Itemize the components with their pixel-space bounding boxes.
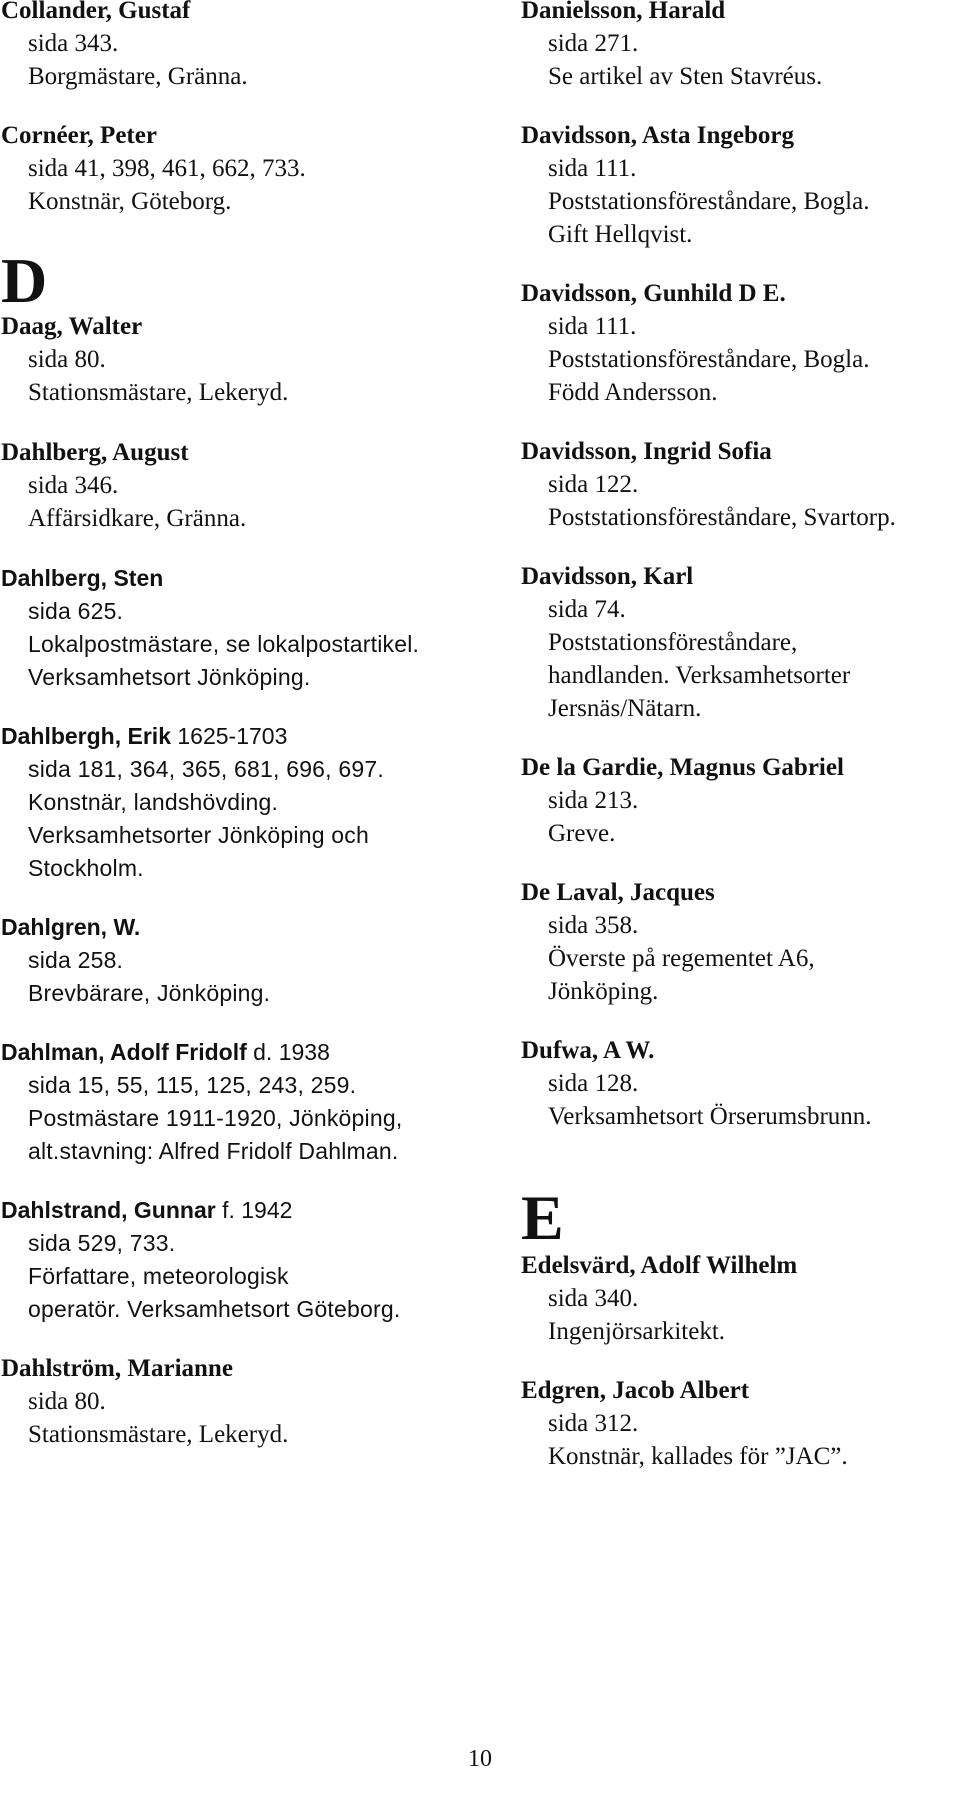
index-entry	[521, 876, 951, 1008]
entry-description: Verksamhetsorter Jönköping och	[28, 822, 369, 848]
entry-page-refs: sida 312.	[548, 1410, 639, 1437]
entry-page-refs: sida 625.	[28, 598, 124, 624]
entry-name-text: Dahlström, Marianne	[1, 1355, 233, 1382]
index-entry	[1, 0, 516, 93]
entry-name	[1, 1194, 516, 1227]
entry-name	[1, 310, 516, 343]
index-entry	[1, 911, 516, 1010]
entry-name	[1, 0, 516, 27]
index-entry	[521, 1374, 951, 1473]
entry-description: Lokalpostmästare, se lokalpostartikel.	[28, 631, 420, 657]
entry-description: Verksamhetsort Örserumsbrunn.	[548, 1103, 872, 1130]
entry-description: handlanden. Verksamhetsorter	[548, 662, 851, 689]
entry-name-text: Dahlberg, August	[1, 439, 189, 466]
entry-description: Greve.	[548, 820, 616, 847]
entry-description: Borgmästare, Gränna.	[28, 63, 248, 90]
entry-name-text: Dahlbergh, Erik	[1, 723, 171, 749]
index-entry	[521, 277, 951, 409]
index-entry	[521, 0, 951, 93]
entry-name-text: Collander, Gustaf	[1, 0, 191, 24]
index-entry	[1, 562, 516, 694]
entry-name-text: De la Gardie, Magnus Gabriel	[521, 754, 844, 781]
entry-name	[521, 751, 951, 784]
index-entry	[521, 751, 951, 850]
entry-name	[521, 1374, 951, 1407]
entry-page-refs: sida 15, 55, 115, 125, 243, 259.	[28, 1072, 357, 1098]
index-entry	[1, 720, 516, 885]
entry-description: Konstnär, landshövding.	[28, 789, 279, 815]
entry-name	[521, 1034, 951, 1067]
entry-description: Stationsmästare, Lekeryd.	[28, 379, 289, 406]
entry-page-refs: sida 258.	[28, 947, 124, 973]
entry-dates: f. 1942	[215, 1197, 293, 1223]
entry-description: operatör. Verksamhetsort Göteborg.	[28, 1296, 401, 1322]
index-entry	[521, 1249, 951, 1348]
entry-page-refs: sida 74.	[548, 596, 626, 623]
entry-description: Författare, meteorologisk	[28, 1263, 289, 1289]
entry-name-text: Edgren, Jacob Albert	[521, 1377, 750, 1404]
section-letter: D	[1, 245, 48, 316]
entry-name	[1, 562, 516, 595]
entry-name-text: De Laval, Jacques	[521, 879, 715, 906]
entry-description: Jersnäs/Nätarn.	[548, 695, 702, 722]
index-entry	[521, 1034, 951, 1133]
entry-name-text: Davidsson, Karl	[521, 563, 694, 590]
entry-name	[521, 0, 951, 27]
entry-page-refs: sida 271.	[548, 30, 639, 57]
index-entry	[1, 1036, 516, 1168]
entry-name	[1, 1352, 516, 1385]
entry-description: Poststationsföreståndare, Svartorp.	[548, 504, 896, 531]
entry-description: Ingenjörsarkitekt.	[548, 1318, 726, 1345]
entry-description: Gift Hellqvist.	[548, 221, 693, 248]
entry-description: Konstnär, Göteborg.	[28, 188, 232, 215]
entry-name-text: Cornéer, Peter	[1, 122, 157, 149]
entry-page-refs: sida 41, 398, 461, 662, 733.	[28, 155, 306, 182]
entry-name-text: Dahlman, Adolf Fridolf	[1, 1039, 247, 1065]
entry-page-refs: sida 343.	[28, 30, 119, 57]
index-entry	[1, 1352, 516, 1451]
entry-page-refs: sida 128.	[548, 1070, 639, 1097]
entry-name	[521, 560, 951, 593]
entry-description: Överste på regementet A6,	[548, 945, 815, 972]
entry-name	[1, 119, 516, 152]
entry-name	[521, 277, 951, 310]
entry-name-text: Dahlstrand, Gunnar	[1, 1197, 216, 1223]
entry-name-text: Davidsson, Asta Ingeborg	[521, 122, 794, 149]
entry-name	[1, 720, 516, 753]
entry-page-refs: sida 111.	[548, 313, 637, 340]
entry-description: Poststationsföreståndare, Bogla.	[548, 346, 870, 373]
section-letter: E	[521, 1182, 564, 1253]
entry-name	[1, 436, 516, 469]
entry-name-text: Dahlgren, W.	[1, 914, 141, 940]
index-entry	[1, 436, 516, 535]
index-entry	[1, 310, 516, 409]
entry-name	[1, 1036, 516, 1069]
entry-name-text: Davidsson, Gunhild D E.	[521, 280, 786, 307]
entry-page-refs: sida 358.	[548, 912, 639, 939]
right-column	[521, 0, 951, 1473]
entry-dates: d. 1938	[246, 1039, 330, 1065]
entry-name	[1, 911, 516, 944]
entry-page-refs: sida 80.	[28, 346, 106, 373]
entry-description: Postmästare 1911-1920, Jönköping,	[28, 1105, 403, 1131]
entry-name-text: Danielsson, Harald	[521, 0, 726, 24]
entry-name	[521, 435, 951, 468]
entry-description: Poststationsföreståndare,	[548, 629, 798, 656]
entry-page-refs: sida 346.	[28, 472, 119, 499]
index-entry	[521, 119, 951, 251]
entry-description: Jönköping.	[548, 978, 659, 1005]
entry-description: Verksamhetsort Jönköping.	[28, 664, 311, 690]
entry-description: Brevbärare, Jönköping.	[28, 980, 271, 1006]
entry-name-text: Daag, Walter	[1, 313, 143, 340]
entry-name	[521, 119, 951, 152]
index-entry	[1, 1194, 516, 1326]
entry-name-text: Edelsvärd, Adolf Wilhelm	[521, 1252, 798, 1279]
entry-name	[521, 1249, 951, 1282]
entry-page-refs: sida 340.	[548, 1285, 639, 1312]
left-column	[1, 0, 516, 1451]
entry-page-refs: sida 529, 733.	[28, 1230, 176, 1256]
entry-page-refs: sida 80.	[28, 1388, 106, 1415]
entry-description: Stockholm.	[28, 855, 144, 881]
entry-page-refs: sida 111.	[548, 155, 637, 182]
entry-name	[521, 876, 951, 909]
entry-page-refs: sida 122.	[548, 471, 639, 498]
page-number: 10	[468, 1746, 492, 1772]
entry-page-refs: sida 181, 364, 365, 681, 696, 697.	[28, 756, 384, 782]
entry-description: Se artikel av Sten Stavréus.	[548, 63, 823, 90]
entry-dates: 1625-1703	[170, 723, 288, 749]
index-entry	[1, 119, 516, 218]
entry-name-text: Davidsson, Ingrid Sofia	[521, 438, 772, 465]
entry-description: Affärsidkare, Gränna.	[28, 505, 247, 532]
entry-page-refs: sida 213.	[548, 787, 639, 814]
entry-description: alt.stavning: Alfred Fridolf Dahlman.	[28, 1138, 399, 1164]
index-entry	[521, 435, 951, 534]
entry-description: Poststationsföreståndare, Bogla.	[548, 188, 870, 215]
index-entry	[521, 560, 951, 725]
entry-description: Född Andersson.	[548, 379, 718, 406]
entry-description: Stationsmästare, Lekeryd.	[28, 1421, 289, 1448]
entry-name-text: Dufwa, A W.	[521, 1037, 655, 1064]
entry-name-text: Dahlberg, Sten	[1, 565, 164, 591]
entry-description: Konstnär, kallades för ”JAC”.	[548, 1443, 848, 1470]
